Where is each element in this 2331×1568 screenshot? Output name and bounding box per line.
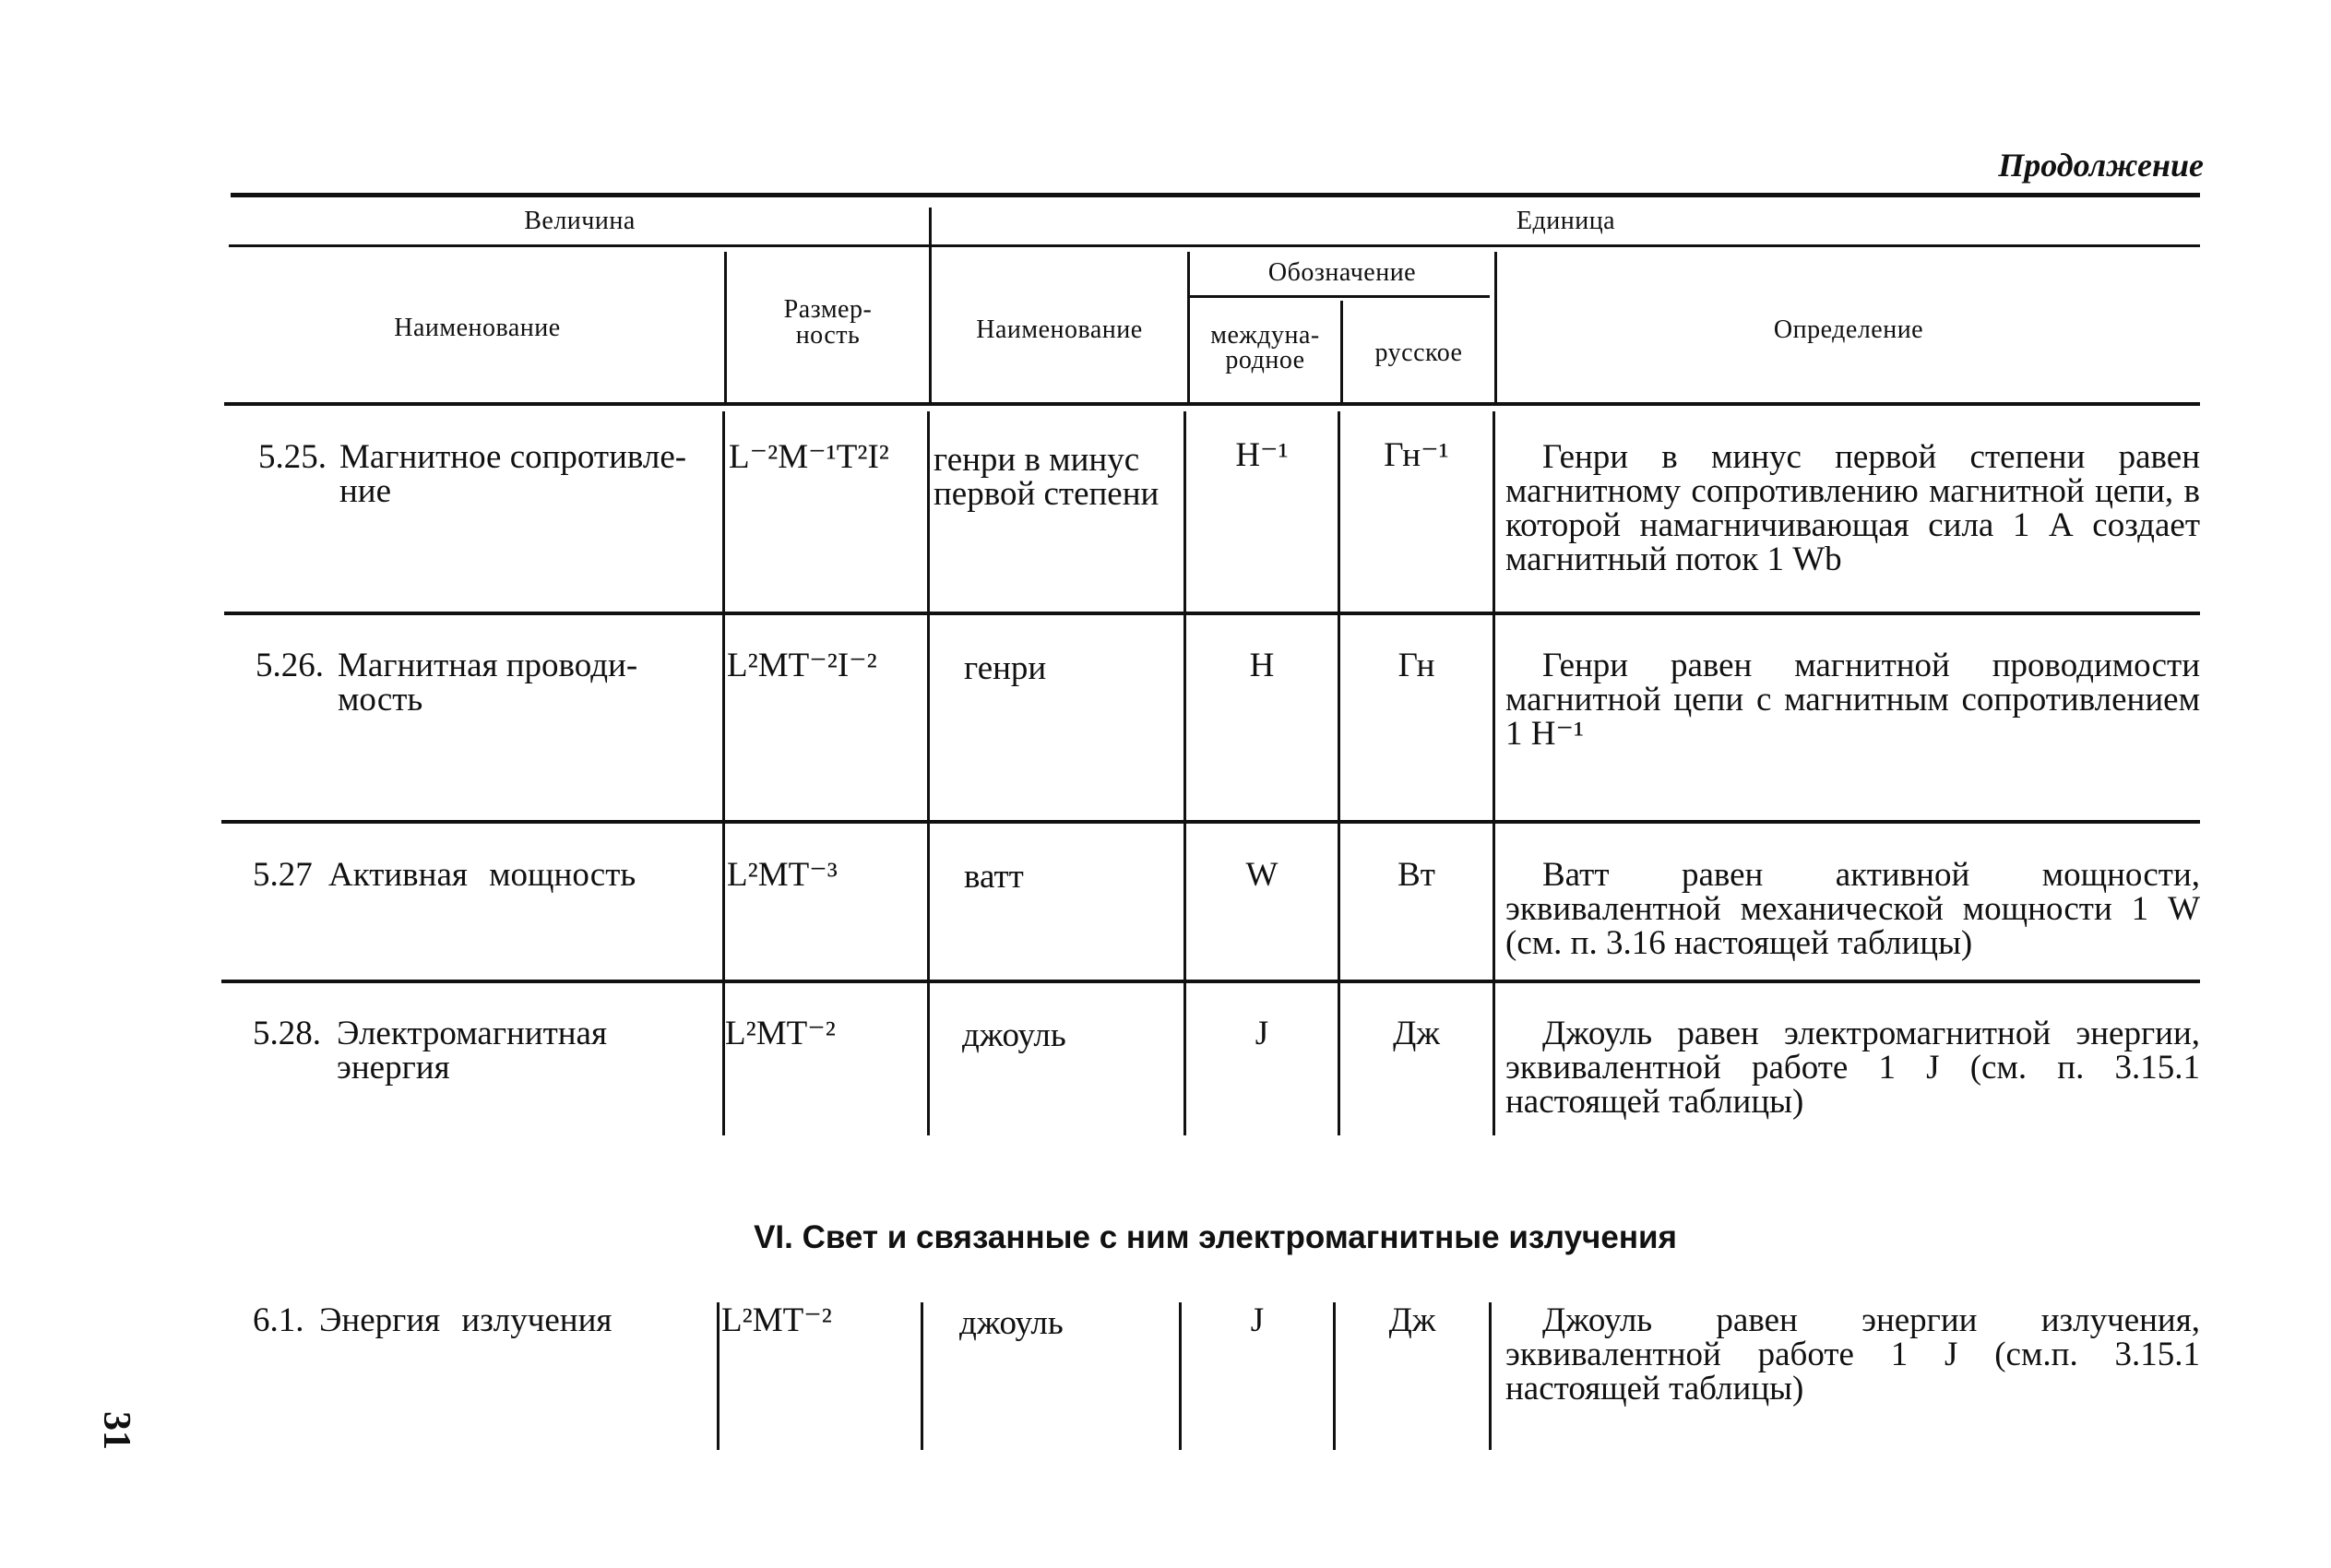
table-top-rule	[231, 193, 2200, 197]
header-designation: Обозначение	[1267, 258, 1417, 287]
row-dimension: L²MT⁻³	[727, 856, 838, 894]
continuation-label: Продолжение	[1998, 147, 2204, 184]
row-number: 5.25.	[258, 438, 327, 476]
header-bottom-rule	[224, 402, 2200, 406]
row-definition: Генри равен магнитной проводимости магнитной цепи с магнитным сопротивлением 1 H⁻¹	[1505, 647, 2200, 753]
row-number: 5.28.	[253, 1015, 321, 1052]
row-number: 6.1.	[253, 1301, 304, 1339]
row-russian: Дж	[1393, 1015, 1440, 1052]
row-international: J	[1250, 1301, 1265, 1339]
row-unit-name: джоуль	[962, 1016, 1066, 1054]
row-name: Активная мощность	[328, 856, 636, 894]
row-number: 5.26.	[256, 647, 324, 684]
row-name: Магнитное сопротивле- ние	[339, 438, 687, 510]
page-number: 31	[95, 1411, 137, 1450]
header-vline-quantity-unit	[929, 208, 932, 402]
header-international: междуна- родное	[1210, 321, 1320, 374]
row-rule-1	[224, 612, 2200, 615]
row-definition: Джоуль равен электромагнитной энергии, эквивалентной работе 1 J (см. п. 3.15.1 настоящей таблицы)	[1505, 1015, 2200, 1121]
row-russian: Дж	[1388, 1301, 1436, 1339]
section-vline-name-dim	[717, 1302, 720, 1450]
header-rule-1	[229, 244, 2200, 247]
header-name: Наименование	[394, 314, 561, 342]
row-russian: Гн	[1397, 647, 1435, 684]
row-name: Магнитная проводи- мость	[338, 647, 638, 719]
body-vline-dim-unit	[927, 411, 930, 1135]
row-definition: Ватт равен активной мощности, эквивалентной механической мощности 1 W (см. п. 3.16 настоящей таблицы)	[1505, 856, 2200, 962]
row-name: Электромагнитная энергия	[337, 1015, 608, 1087]
row-unit-name: ватт	[964, 858, 1024, 896]
row-unit-name: джоуль	[959, 1304, 1064, 1342]
section-vline-dim-unit	[921, 1302, 923, 1450]
row-international: H⁻¹	[1235, 436, 1289, 474]
row-number: 5.27	[253, 856, 313, 894]
row-russian: Гн⁻¹	[1384, 436, 1449, 474]
row-russian: Вт	[1397, 856, 1435, 894]
header-unit: Единица	[1516, 207, 1616, 235]
row-dimension: L²MT⁻²	[725, 1015, 836, 1052]
row-international: H	[1249, 647, 1275, 684]
row-rule-3	[221, 980, 2200, 983]
designation-rule	[1190, 295, 1490, 298]
header-definition: Определение	[1773, 315, 1924, 344]
row-name: Энергия излучения	[319, 1301, 612, 1339]
row-definition: Джоуль равен энергии излучения, эквивалентной работе 1 J (см.п. 3.15.1 настоящей таблицы)	[1505, 1301, 2200, 1408]
row-international: W	[1245, 856, 1278, 894]
row-dimension: L²MT⁻²	[721, 1301, 832, 1339]
header-dimension: Размер- ность	[783, 295, 873, 350]
body-vline-rus-def	[1493, 411, 1495, 1135]
header-unit-name: Наименование	[976, 315, 1143, 344]
header-quantity: Величина	[524, 207, 636, 235]
row-rule-2	[221, 820, 2200, 824]
section-title: VI. Свет и связанные с ним электромагнитные излучения	[754, 1219, 1677, 1255]
row-unit-name: генри в минус первой степени	[934, 441, 1160, 513]
row-international: J	[1255, 1015, 1269, 1052]
row-dimension: L⁻²M⁻¹T²I²	[729, 438, 889, 476]
row-definition: Генри в минус первой степени равен магнитному сопротивлению магнитной цепи, в которой намагничивающая сила 1 А создает магнитный поток 1 Wb	[1505, 438, 2200, 578]
section-vline-rus-def	[1489, 1302, 1492, 1450]
row-dimension: L²MT⁻²I⁻²	[727, 647, 877, 684]
row-unit-name: генри	[964, 649, 1047, 687]
header-russian: русское	[1374, 339, 1463, 367]
